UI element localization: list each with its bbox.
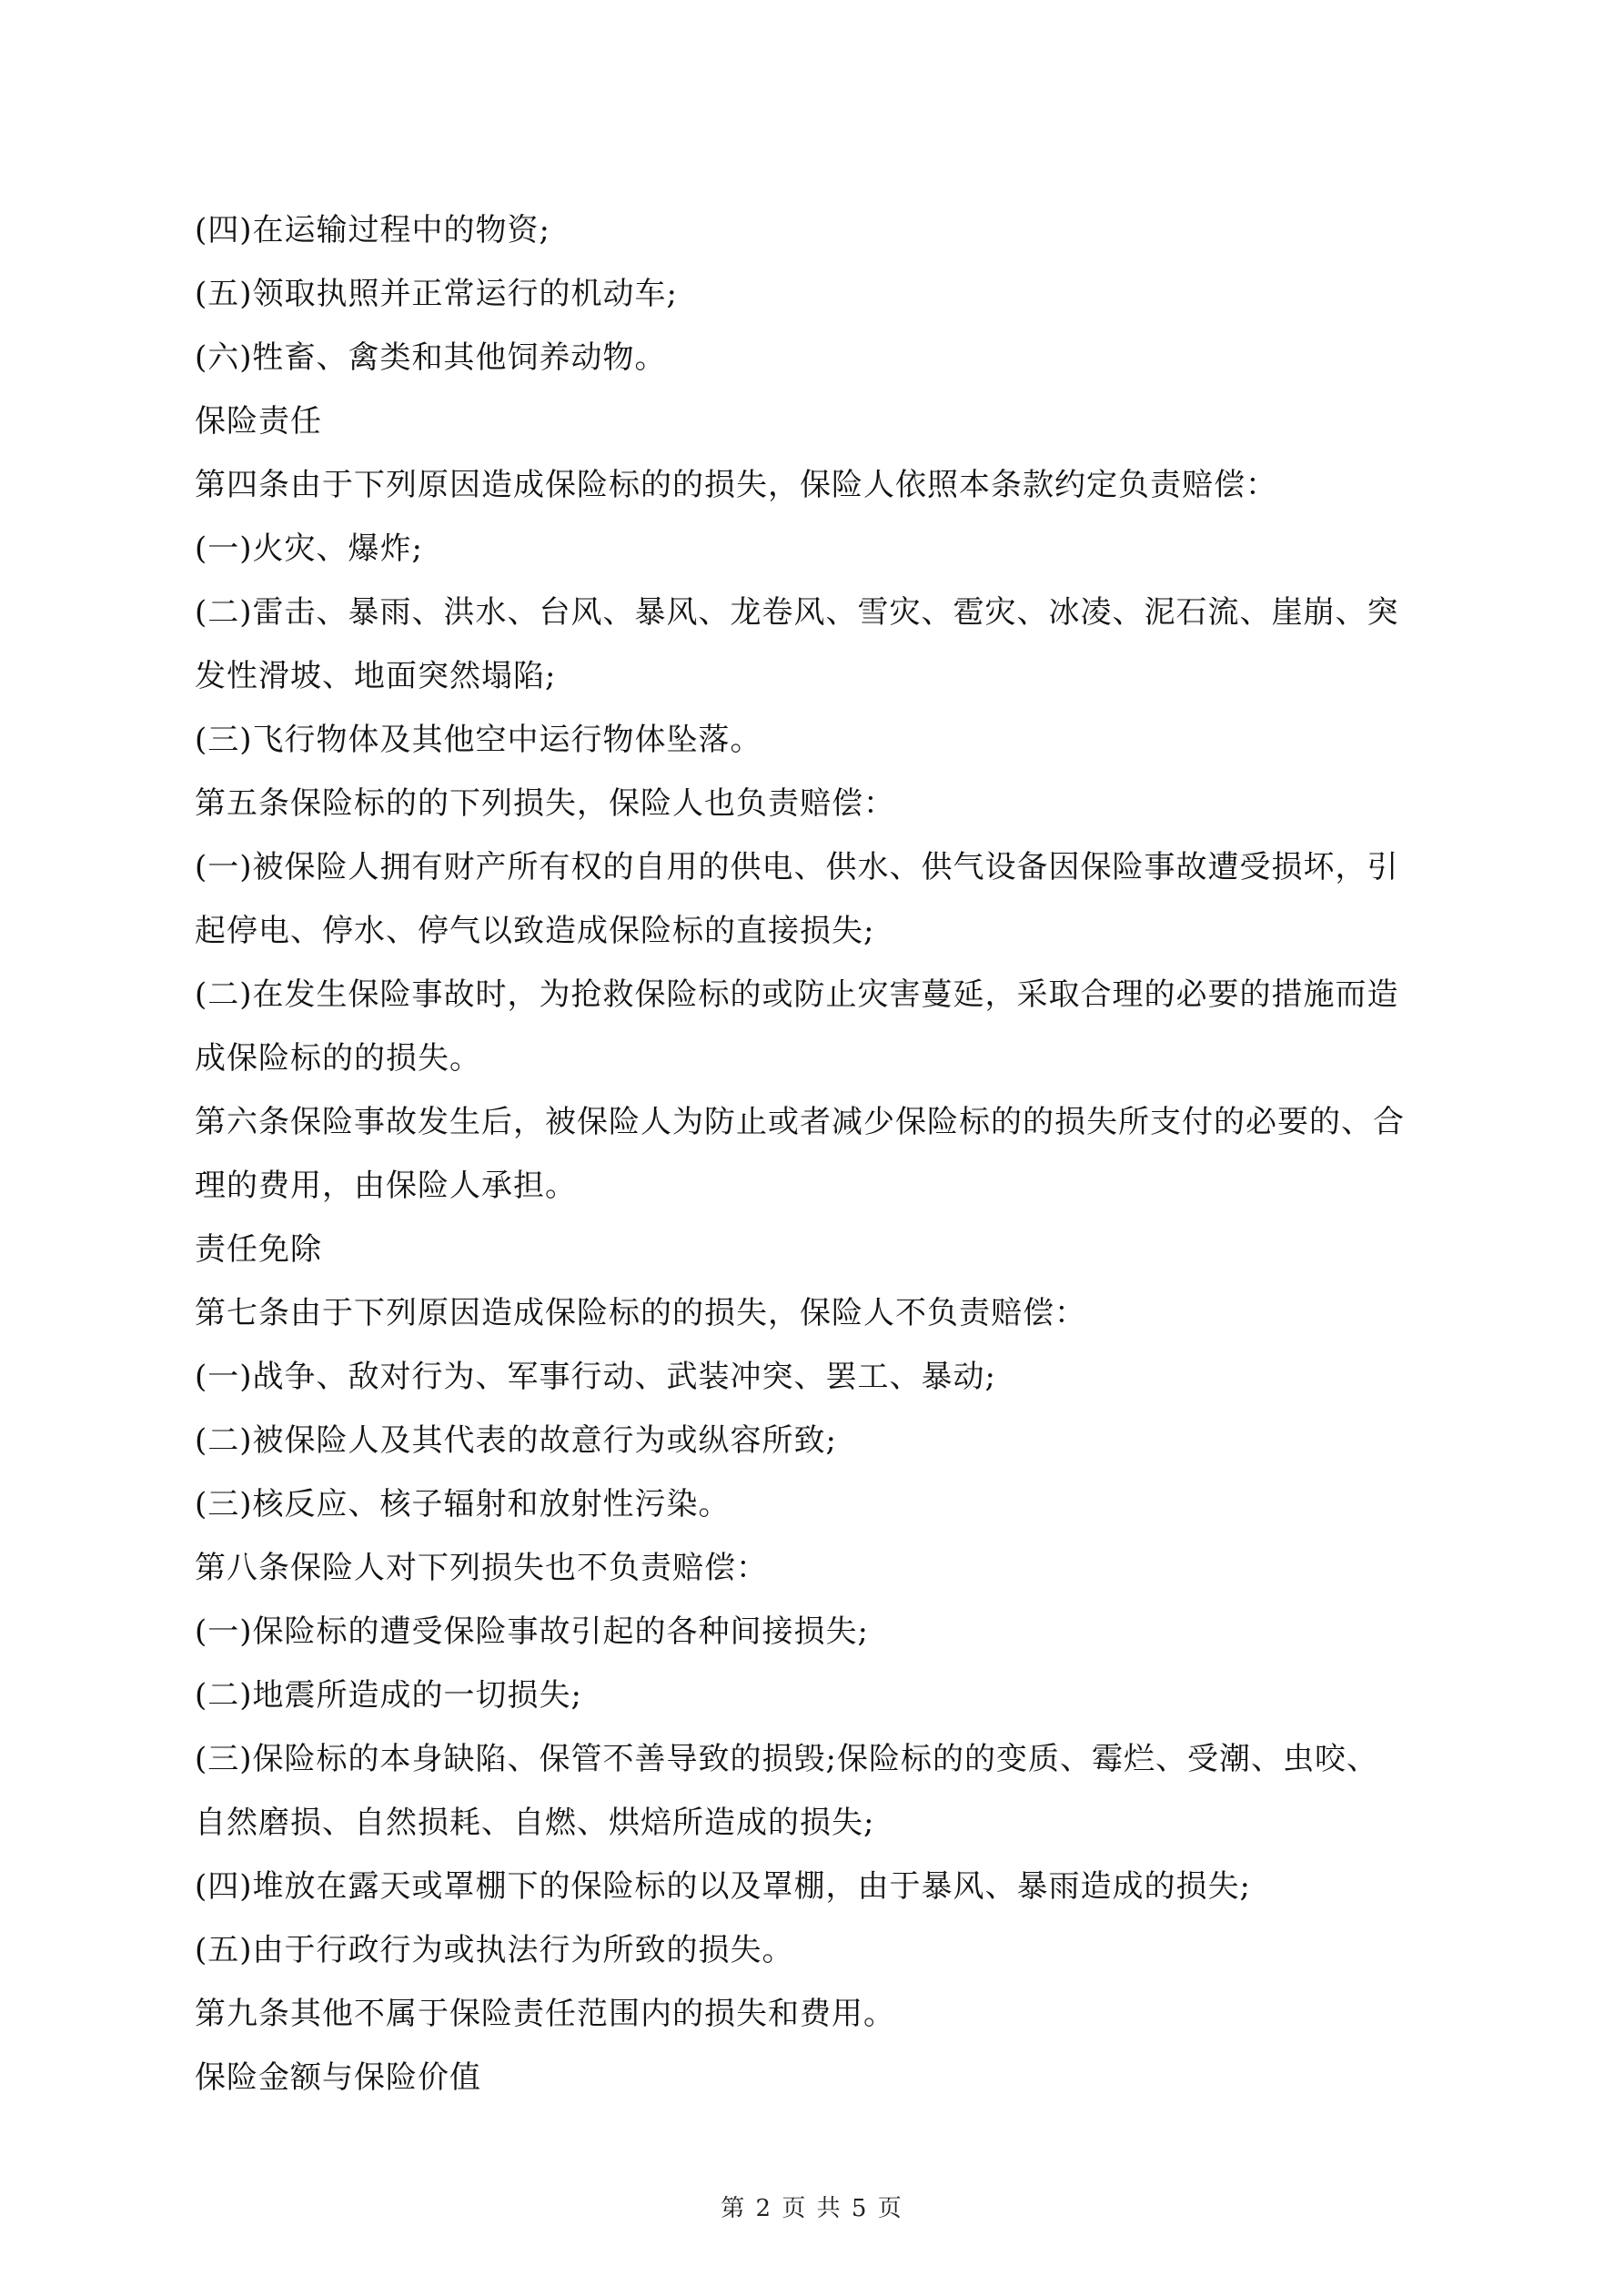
article-text: 第六条保险事故发生后，被保险人为防止或者减少保险标的的损失所支付的必要的、合 [195, 1104, 1405, 1140]
list-item: (三)保险标的本身缺陷、保管不善导致的损毁;保险标的的变质、霉烂、受潮、虫咬、 [195, 1741, 1378, 1777]
list-item: (四)堆放在露天或罩棚下的保险标的以及罩棚，由于暴风、暴雨造成的损失; [195, 1868, 1251, 1905]
article-text-continuation: 理的费用，由保险人承担。 [195, 1168, 577, 1204]
list-item: (一)战争、敌对行为、军事行动、武装冲突、罢工、暴动; [195, 1359, 996, 1395]
article-text: 第五条保险标的的下列损失，保险人也负责赔偿： [195, 785, 895, 822]
list-item-continuation: 自然磨损、自然损耗、自燃、烘焙所造成的损失; [195, 1805, 875, 1841]
list-item: (四)在运输过程中的物资; [195, 212, 550, 248]
list-item: (二)雷击、暴雨、洪水、台风、暴风、龙卷风、雪灾、雹灾、冰凌、泥石流、崖崩、突 [195, 594, 1399, 631]
list-item-continuation: 起停电、停水、停气以致造成保险标的直接损失; [195, 913, 875, 949]
list-item: (三)核反应、核子辐射和放射性污染。 [195, 1486, 731, 1522]
list-item-continuation: 发性滑坡、地面突然塌陷; [195, 658, 557, 694]
section-heading: 保险责任 [195, 403, 322, 440]
list-item: (五)由于行政行为或执法行为所致的损失。 [195, 1932, 794, 1968]
list-item-continuation: 成保险标的的损失。 [195, 1040, 481, 1077]
article-text: 第八条保险人对下列损失也不负责赔偿： [195, 1550, 768, 1586]
section-heading: 责任免除 [195, 1231, 322, 1268]
article-text: 第四条由于下列原因造成保险标的的损失，保险人依照本条款约定负责赔偿： [195, 467, 1277, 503]
page-number-footer: 第 2 页 共 5 页 [721, 2195, 903, 2222]
list-item: (五)领取执照并正常运行的机动车; [195, 276, 678, 312]
list-item: (一)火灾、爆炸; [195, 531, 423, 567]
list-item: (一)保险标的遭受保险事故引起的各种间接损失; [195, 1613, 869, 1650]
list-item: (二)在发生保险事故时，为抢救保险标的或防止灾害蔓延，采取合理的必要的措施而造 [195, 976, 1399, 1013]
article-text: 第七条由于下列原因造成保险标的的损失，保险人不负责赔偿： [195, 1295, 1086, 1331]
document-body [195, 198, 1432, 2109]
list-item: (二)地震所造成的一切损失; [195, 1677, 582, 1714]
list-item: (二)被保险人及其代表的故意行为或纵容所致; [195, 1422, 837, 1459]
article-text: 第九条其他不属于保险责任范围内的损失和费用。 [195, 1996, 895, 2032]
list-item: (六)牲畜、禽类和其他饲养动物。 [195, 339, 667, 376]
list-item: (一)被保险人拥有财产所有权的自用的供电、供水、供气设备因保险事故遭受损坏，引 [195, 849, 1399, 885]
list-item: (三)飞行物体及其他空中运行物体坠落。 [195, 722, 762, 758]
section-heading: 保险金额与保险价值 [195, 2059, 481, 2096]
